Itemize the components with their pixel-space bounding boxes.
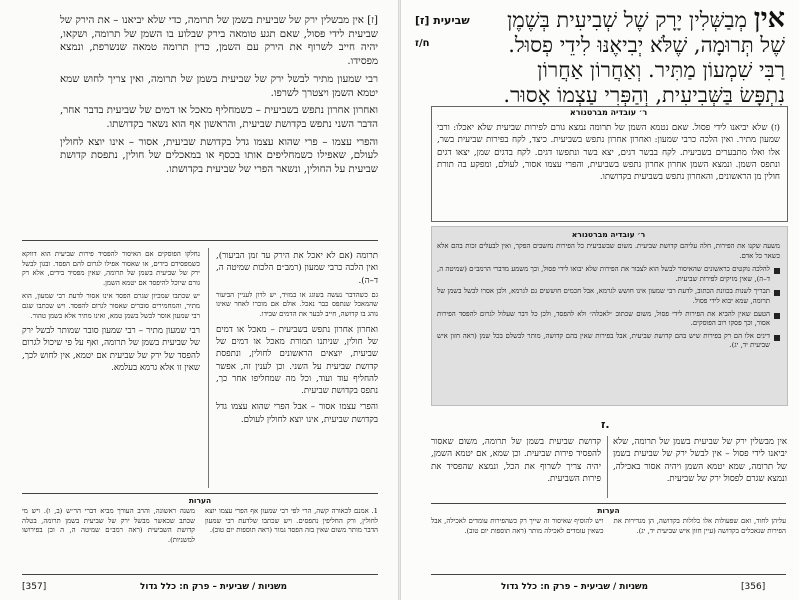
highlight-bullet [437, 310, 780, 329]
highlight-bullet [437, 287, 780, 306]
left-col-right-paragraph-3: ואחרון אחרון נתפש בשביעית – מאכל או דמים של חולין, שניתנו תמורת מאכל או דמים של שביעית, יוצאים הראשונים לחולין, ונתפסת קדושת שביעית על השני. וכן לענין זה, אפשר להחליף עוד ועוד, וכל מה שמחליפו אחר כך, נתפס בקדושת שביעית. [216, 324, 378, 397]
right-notes-title: הערות [597, 506, 620, 515]
right-footer-rule [431, 574, 786, 575]
highlight-bullet-text: הטעם שאין להביא את הפירות לידי פסול, משום שכתוב ״לאכלה״ ולא להפסד, ולכן כל דבר שעלול לגרום להפסד הפירות אסור, וכך פסקו רוב הפוסקים. [437, 309, 770, 328]
right-note-2: ויש להוסיף שאיסור זה שייך רק כשהפירות עומדים לאכילה, אבל כשאין עומדים לאכילה מותר (ראה תוספות יום טוב). [431, 517, 604, 535]
right-bottom-right-column [613, 436, 787, 498]
bullet-square-icon [774, 268, 780, 274]
left-col-left-paragraph-1: נחלקו הפוסקים אם האיסור להפסיד פירות שביעית הוא דווקא כשמפסידם בידים, או שאסור אפילו לגרום להם הפסד. ובגון לבשל ירק של שביעית בשמן של תרומה, שאין מפסיד בידים, אלא רק גורם שיוכל להיפסד אם יטמא השמן. [22, 250, 200, 287]
left-column-divider [208, 248, 209, 488]
bullet-square-icon [774, 290, 780, 296]
left-divider [22, 240, 378, 241]
right-column-divider [607, 436, 608, 498]
right-bottom-left-column [431, 436, 601, 498]
left-note-1: 1. אמנם לכאורה קשה, הרי לפי רבי שמעון אף הפרי עצמו יוצא לחולין, ורק החליפין נתפסים. ויש שכתבו שלדעת רבי שמעון הדבר מותר משום שאין בזה הפסד גמור (ראה תוספות יום טוב). [205, 507, 378, 535]
commentary-title [431, 108, 786, 117]
left-footer-title: משניות / שביעית – פרק ח: כלל גדול [140, 582, 287, 592]
left-page [0, 0, 398, 600]
right-page-number: [356] [741, 582, 766, 592]
highlight-bullet-text: תבריך לשנות בכוונת הכתוב, לדעת רבי שמעון אינו חושש לגרמא, אבל חכמים חוששים גם לגרמא, ולכן אסרו לבשל בשמן של תרומה, שמא יבוא לידי פסול. [437, 287, 770, 305]
left-top-paragraph-3: ואחרון אחרון נתפש בשביעית – כשמחליף מאכל או דמים של שביעית בדבר אחר, הדבר השני נתפש בקדושת שביעית, והראשון אף הוא נשאר בקדושתו. [60, 105, 378, 130]
right-page [401, 0, 799, 600]
left-col-right-paragraph-4: והפרי עצמו אסור – אבל הפרי שהוא עצמו גדל בקדושת שביעית, אינו יוצא לחולין לעולם. [216, 402, 378, 425]
highlight-bullet [437, 265, 780, 284]
left-top-paragraph-1: [ז] אין מבשלין ירק של שביעית בשמן של תרומה, כדי שלא יביאנו – את הירק של שביעית לידי פסול, שאם תגע טומאה בירק שבלוע בו השמן של תרומה, ושקאו, יהיה חייב לשרוף את הירק עם השמן, כדין תרומה טמאה שנשרפת, ונמצא מפסידו. [60, 15, 378, 68]
section-number: ז. [601, 418, 610, 431]
mishna-text: מְבַשְּׁלִין יָרָק שֶׁל שְׁבִיעִית בְּשֶׁמֶן שֶׁל תְּרוּמָה, שֶׁלֹּא יְבִיאֶנּוּ לִידֵי פְסוּל. רַבִּי שִׁמְעוֹן מַתִּיר. וְאַחֲרוֹן אַחֲרוֹן נִתְפָּשׂ בַּשְּׁבִיעִית, וְהַפְּרִי עַצְמוֹ אָסוּר. [503, 8, 785, 107]
left-top-paragraph-4: והפרי עצמו – פרי שהוא עצמו גדל בקדושת שביעית, אסור – אינו יוצא לחולין לעולם, שאפילו כשמחליפים אותו בכסף או במאכלים של חולין, נתפסת קדושת שביעית על החולין, ונשאר הפרי של שביעית בקדושתו. [60, 136, 378, 176]
highlight-bullet-text: דינים אלו הם רק בפירות שיש בהם קדושת שביעית, אבל בפירות שאין בהם קדושה, מותר לבשלם בכל שמן (ראה חזון איש שביעית יד, יג). [437, 331, 770, 350]
left-left-column [22, 250, 200, 488]
left-notes-divider [22, 493, 378, 494]
left-col-right-paragraph-2: גם כשהדבר נעשה בשוגג או במזיד, יש לדון לעניין הביעור שהמאכל שנתפס כבר נאכל. אולם אם מוכרו לאחר שאינו נוהג בו קדושה, חייב לבער את הדמים שבידו. [216, 290, 378, 319]
right-note-1: עליהן לחוד, ואם שפעולות אלו כלולות בקדושה, הן מגדירות את הפירות שנאכלים בקדושה (עיין חזון איש שביעית יד, יג). [613, 517, 786, 535]
right-notes-divider [431, 503, 786, 504]
highlight-box-content [437, 228, 780, 402]
commentary-paragraph-1: (ז) שלא יביאנו לידי פסול. שאם נטמא השמן של תרומה נמצא גורם לפירות שביעית שלא יאכלו: ורבי שמעון מתיר. ואין הלכה כרבי שמעון: ואחרון אחרון נתפש בשביעית. כיצד, לקח בפירות שביעית בשר, אלו ואלו מתבערים בשביעית. לקח בבשר דגים, יצא בשר ונתפשו דגים. לקח בדגים שמן, יצאו דגים ונתפס השמן. ונמצא השמן אחרון אחרון נתפש בשביעית, והפרי עצמו אסור, לעולם, ומפקע בה תורת חולין מן הראשונים, והאחרון נתפש בשביעית בקדושתו. [437, 123, 780, 183]
left-col-left-paragraph-2: יש שכתבו שמכיון שגרם הפסד אינו אסור לדעת רבי שמעון, הוא מתיר, והמחמירים סוברים שאסור לגרום להפסד. ויש שכתבו שגם רבי שמעון אוסר לבשל בשמן טמא, ואינו מתיר אלא בשמן טהור. [22, 292, 200, 320]
left-notes-block [22, 496, 378, 568]
chapter-sub: ח/ז [415, 38, 430, 49]
right-notes-block [431, 506, 786, 568]
commentary-title-text: ר׳ עובדיה מברטנורא [569, 108, 648, 117]
left-top-text-block [60, 14, 378, 232]
left-footer-rule [22, 574, 378, 575]
left-top-paragraph-2: רבי שמעון מתיר לבשל ירק של שביעית בשמן של תרומה, ואין צריך לחוש שמא יטמא השמן ויצטרך לשרפו. [60, 73, 378, 99]
highlight-box-title: ר׳ עובדיה מברטנורא [571, 230, 646, 239]
right-footer-title: משניות / שביעית – פרק ח: כלל גדול [501, 582, 648, 592]
right-bottom-right-paragraph-1: אין מבשלין ירק של שביעית בשמן של תרומה, שלא יביאנו לידי פסול – אין לבשל ירק של שביעית בשמן של תרומה, שמא יטמא השמן ויהיה אסור באכילה, ונמצא שגרם לפסול ירק של שביעית. [613, 437, 787, 484]
highlight-bullet-text: להלכה נוקטים כראשונים שהאיסור לבשל הוא לצבור את הפירות שלא יבואו לידי פסול, וכך משמע מדברי הרמב״ם (שמיטה ה, ד–ה), שאין מזיקים לפירות שביעית. [437, 265, 770, 283]
highlight-box-intro: משעה שקנו את הפירות, חלה עליהם קדושת שביעית. משום שבשביעית כל הפירות נחשבים הפקר, ואין לבעלים זכות בהם אלא כשאר כל אדם. [437, 242, 780, 260]
chapter-label: שביעית [ז] [415, 14, 470, 27]
left-col-left-paragraph-3: רבי שמעון מתיר – רבי שמעון סובר שמותר לבשל ירק של שביעית בשמן של תרומה, ואף על פי שיכול לגרום להפסד של ירק של שביעית אם יטמא, אין לחוש לכך, שאין זו אלא גרמא בעלמא. [22, 326, 200, 374]
highlight-bullet [437, 332, 780, 351]
bullet-square-icon [774, 313, 780, 319]
right-bottom-left-paragraph-1: קדושת שביעית בשמן של תרומה, משום שאסור להפסיד פירות שביעית. וכן שמא, אם יטמא השמן, יהיה צריך לשרוף את הכל, ונמצא שהפסיד את פירות השביעית. [431, 437, 601, 484]
bullet-square-icon [774, 335, 780, 341]
left-page-number: [357] [22, 582, 47, 592]
mishna-opening-word: אין [753, 3, 785, 34]
left-note-2: משנה ראשונה, והרב העורך מביא דברי הר״ש (ב, ו). ויש מי שכתב שכאשר מבשל ירק של שביעית בשמן תרומה, בטלה קדושת השביעית (ראה רמב״ם שמיטה ה, ה וכן בפירושו למשניות). [22, 507, 195, 544]
left-right-column [216, 250, 378, 488]
mishna-text-block [495, 3, 785, 108]
left-notes-title: הערות [188, 496, 212, 505]
left-col-right-paragraph-1: תרומה (אם לא יאכל את הירק עד זמן הביעור), ואין הלכה כרבי שמעון (רמב״ם הלכות שמיטה ה, ד–ה). [216, 251, 378, 286]
commentary-body [437, 122, 780, 218]
